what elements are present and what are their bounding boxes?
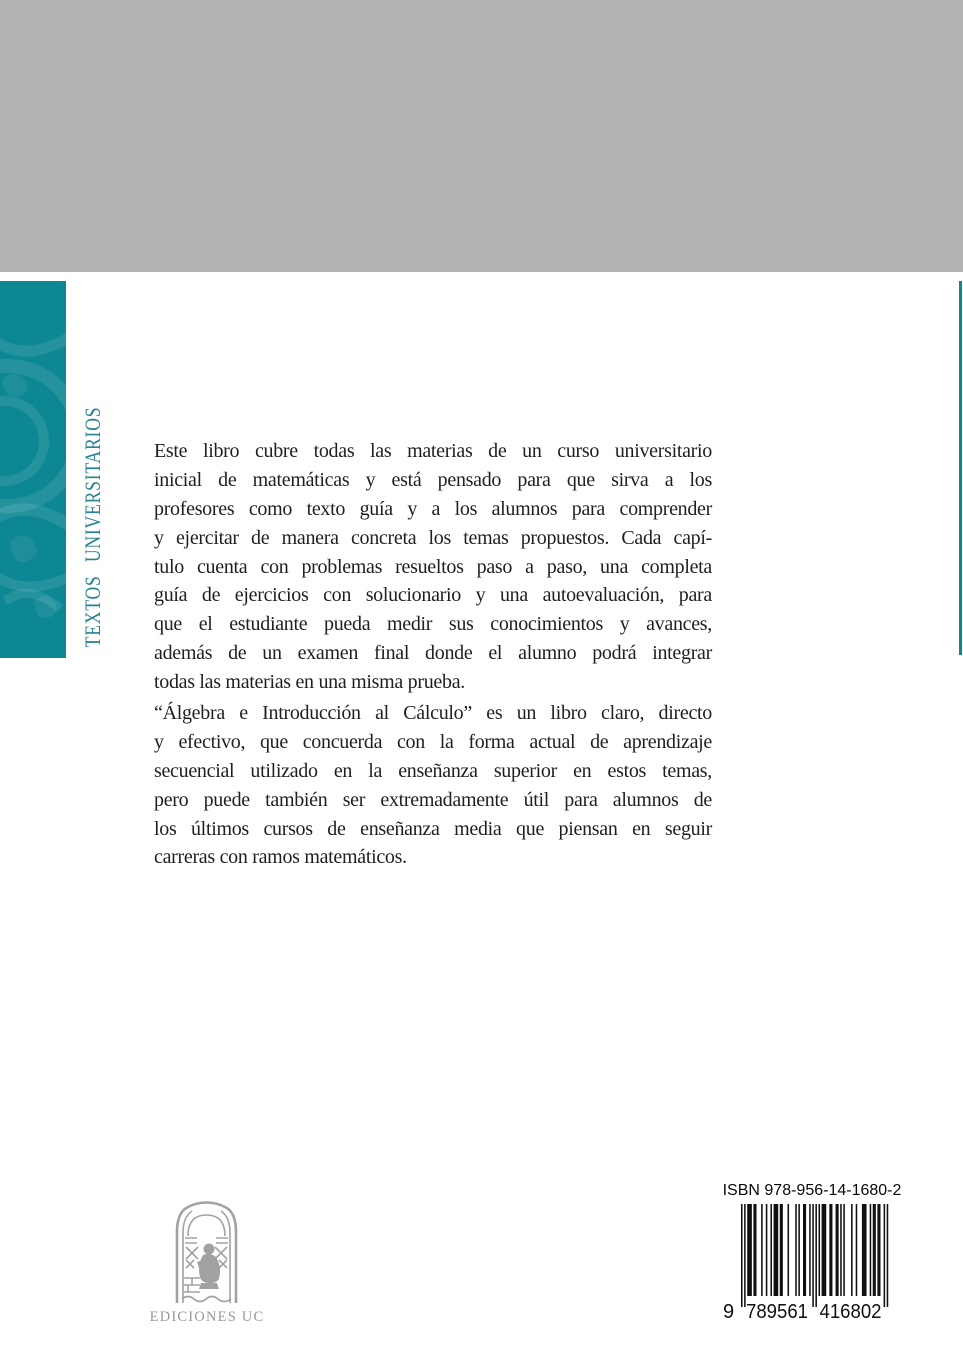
text-line: guía de ejercicios con solucionario y una autoevaluación, para (154, 584, 712, 607)
top-gray-band (0, 0, 963, 272)
barcode-digits-left: 789561 (746, 1301, 808, 1323)
description-paragraph-2 (154, 699, 712, 872)
text-line: que el estudiante pueda medir sus conocimientos y avances, (154, 613, 712, 636)
barcode-digits-right: 416802 (819, 1301, 882, 1323)
spine-watermark-icon (0, 281, 66, 658)
text-line: pero puede también ser extremadamente útil para alumnos de (154, 788, 712, 811)
publisher-name: EDICIONES UC (149, 1309, 265, 1325)
text-line: Este libro cubre todas las materias de un curso universitario (154, 440, 712, 462)
publisher-logo (173, 1200, 240, 1310)
isbn-label: ISBN 978-956-14-1680-2 (722, 1182, 902, 1199)
ean13-bars (741, 1204, 888, 1307)
description-paragraph-1 (154, 437, 712, 697)
teal-spine-strip (0, 281, 66, 658)
text-line: secuencial utilizado en la enseñanza superior en estos temas, (154, 759, 712, 782)
series-label: TEXTOS UNIVERSITARIOS (80, 406, 105, 648)
text-line: además de un examen final donde el alumno podrá integrar (154, 642, 712, 665)
text-line: inicial de matemáticas y está pensado para que sirva a los (154, 468, 712, 491)
text-line: y efectivo, que concuerda con la forma actual de aprendizaje (154, 730, 712, 753)
text-line: y ejercitar de manera concreta los temas propuestos. Cada capí- (154, 526, 712, 549)
right-teal-edge-line (959, 281, 962, 655)
text-line: “Álgebra e Introducción al Cálculo” es un libro claro, directo (154, 702, 712, 725)
text-line: profesores como texto guía y a los alumnos para comprender (154, 497, 712, 520)
text-line: los últimos cursos de enseñanza media que piensan en seguir (154, 817, 712, 840)
text-line: todas las materias en una misma prueba. (154, 671, 465, 694)
barcode-digit-first: 9 (723, 1301, 735, 1323)
ediciones-uc-emblem-icon (173, 1200, 240, 1305)
description-block (154, 437, 712, 872)
text-line: carreras con ramos matemáticos. (154, 846, 407, 869)
text-line: tulo cuenta con problemas resueltos paso a paso, una completa (154, 555, 712, 578)
ean13-barcode (723, 1204, 893, 1324)
